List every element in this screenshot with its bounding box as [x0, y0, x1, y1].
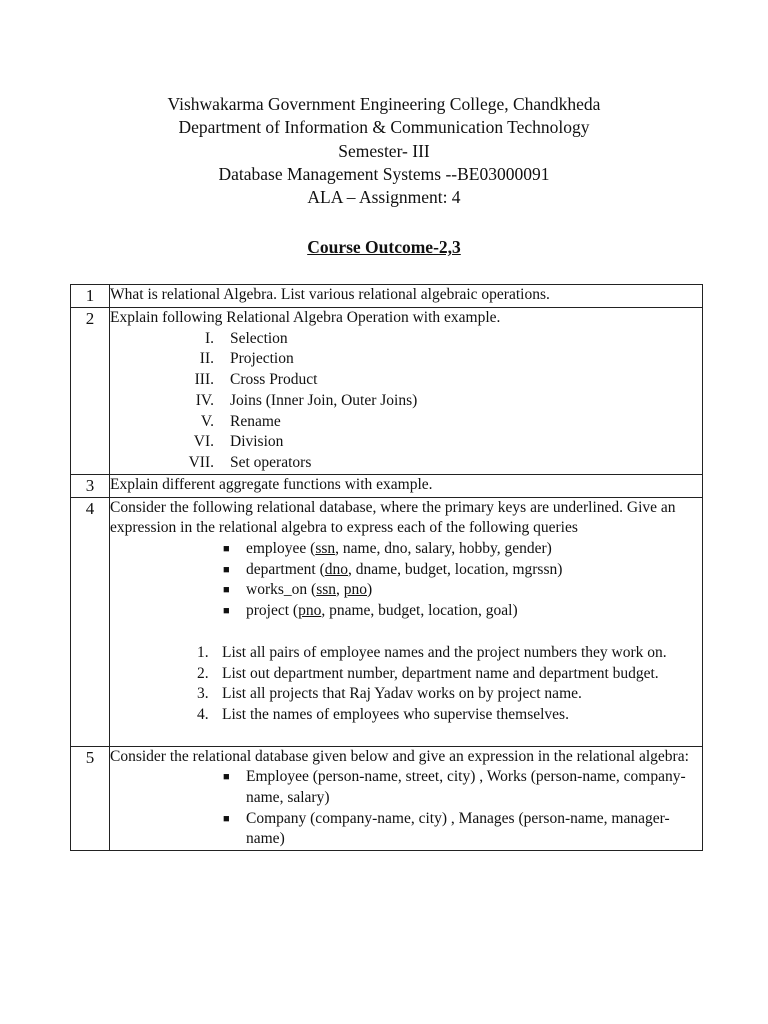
- question-row-1: [71, 285, 703, 308]
- list-item: [110, 349, 702, 370]
- relation-project: ■ project (pno, pname, budget, location, goal): [223, 601, 702, 622]
- list-item: [197, 705, 702, 726]
- question-text: Explain different aggregate functions with example.: [110, 474, 703, 497]
- assignment-title: ALA – Assignment: 4: [307, 187, 461, 208]
- roman-numeral: VI.: [193, 433, 214, 451]
- roman-numeral: VII.: [188, 453, 214, 471]
- question-number: 4: [71, 497, 110, 746]
- item-label: Joins (Inner Join, Outer Joins): [230, 391, 418, 409]
- operation-list: [110, 329, 702, 474]
- item-label: Cross Product: [230, 371, 318, 389]
- roman-numeral: III.: [194, 371, 214, 389]
- primary-key: pno: [343, 581, 368, 599]
- question-row-4: [71, 497, 703, 746]
- question-body: [110, 746, 703, 851]
- primary-key: ssn: [316, 581, 337, 599]
- list-item: [197, 664, 702, 685]
- list-item: [110, 370, 702, 391]
- query-text: List all projects that Raj Yadav works on by project name.: [222, 685, 582, 703]
- question-row-3: [71, 474, 703, 497]
- question-body: [110, 497, 703, 746]
- relation-works-on: ■ works_on (ssn, pno): [223, 580, 702, 601]
- query-text: List out department number, department name and department budget.: [222, 664, 659, 682]
- item-label: Division: [230, 433, 284, 451]
- question-number: 3: [71, 474, 110, 497]
- query-number: 2.: [197, 664, 209, 682]
- square-bullet-icon: ■: [223, 771, 230, 784]
- relation-attributes: ): [367, 581, 373, 599]
- question-row-2: [71, 308, 703, 475]
- question-text: What is relational Algebra. List various relational algebraic operations.: [110, 285, 703, 308]
- schema-text: Employee (person-name, street, city) , Works (person-name, company-name, salary): [246, 768, 686, 807]
- question-text: Explain following Relational Algebra Operation with example.: [110, 309, 501, 326]
- questions-table: [70, 284, 703, 851]
- relation-attributes: , dname, budget, location, mgrssn): [348, 560, 563, 578]
- square-bullet-icon: ■: [223, 563, 230, 576]
- relation-employee: ■ employee (ssn, name, dno, salary, hobby, gender): [223, 539, 702, 560]
- semester: Semester- III: [338, 140, 430, 161]
- question-row-5: [71, 746, 703, 851]
- query-list: [110, 643, 702, 726]
- list-item: [223, 809, 702, 850]
- list-item: [110, 329, 702, 350]
- relation-name: works_on: [246, 581, 308, 599]
- query-number: 3.: [197, 685, 209, 703]
- relation-list: [110, 539, 702, 622]
- item-label: Set operators: [230, 453, 312, 471]
- item-label: Rename: [230, 412, 281, 430]
- question-text: Consider the following relational database, where the primary keys are underlined. Give an expression in the relational algebra to express each of the following queries: [110, 498, 676, 537]
- college-name: Vishwakarma Government Engineering College, Chandkheda: [167, 94, 601, 114]
- schema-text: Company (company-name, city) , Manages (person-name, manager-name): [246, 809, 670, 848]
- relation-department: ■ department (dno, dname, budget, location, mgrssn): [223, 560, 702, 581]
- document-header: [0, 93, 768, 209]
- relation-attributes: , name, dno, salary, hobby, gender): [335, 540, 552, 558]
- square-bullet-icon: ■: [223, 584, 230, 597]
- subject: Database Management Systems --BE03000091: [218, 163, 550, 184]
- question-body: [110, 308, 703, 475]
- list-item: [110, 453, 702, 474]
- roman-numeral: I.: [204, 329, 214, 347]
- square-bullet-icon: ■: [223, 605, 230, 618]
- relation-name: department: [246, 560, 316, 578]
- question-text: Consider the relational database given below and give an expression in the relational algebra:: [110, 747, 689, 765]
- square-bullet-icon: ■: [223, 812, 230, 825]
- relation-name: employee: [246, 540, 307, 558]
- relation-name: project: [246, 602, 290, 620]
- list-item: [110, 391, 702, 412]
- schema-list: [110, 767, 702, 850]
- item-label: Selection: [230, 329, 288, 347]
- query-text: List all pairs of employee names and the project numbers they work on.: [222, 643, 667, 661]
- list-item: [110, 432, 702, 453]
- item-label: Projection: [230, 350, 294, 368]
- question-number: 2: [71, 308, 110, 475]
- list-item: [110, 412, 702, 433]
- relation-attributes: , pname, budget, location, goal): [321, 602, 518, 620]
- list-item: [223, 767, 702, 808]
- list-item: [197, 684, 702, 705]
- square-bullet-icon: ■: [223, 543, 230, 556]
- list-item: [197, 643, 702, 664]
- query-text: List the names of employees who supervise themselves.: [222, 705, 569, 723]
- query-number: 1.: [197, 643, 209, 661]
- roman-numeral: IV.: [195, 391, 214, 409]
- primary-key: pno: [298, 602, 322, 620]
- primary-key: dno: [324, 560, 349, 578]
- primary-key: ssn: [315, 540, 336, 558]
- department-name: Department of Information & Communication Technology: [178, 117, 590, 138]
- question-number: 1: [71, 285, 110, 308]
- roman-numeral: V.: [200, 412, 214, 430]
- course-outcome-heading: Course Outcome-2,3: [307, 237, 461, 257]
- question-number: 5: [71, 746, 110, 851]
- roman-numeral: II.: [199, 350, 214, 368]
- query-number: 4.: [197, 705, 209, 723]
